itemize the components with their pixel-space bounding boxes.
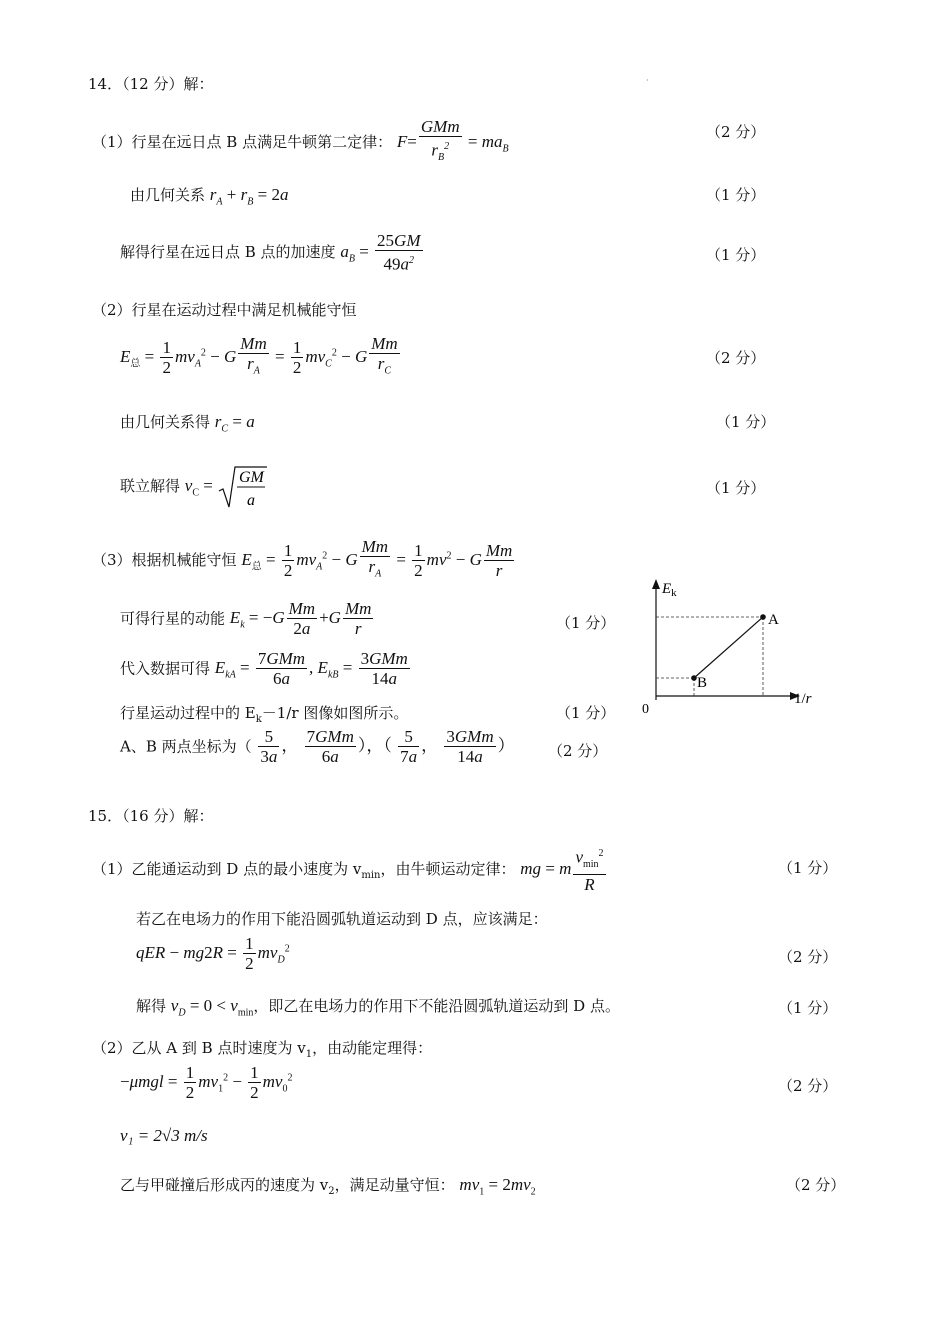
q14-geometry-points: （1 分）: [706, 186, 766, 204]
q14-part1: [92, 118, 509, 168]
q14-rc: [120, 412, 255, 439]
q14-part3: [92, 538, 516, 584]
q14-substitute-text: 代入数据可得: [120, 659, 211, 678]
q14-vc: [120, 465, 267, 509]
formula-work-energy: qER − mg2R = $\frac{1}{2}$ $mv_D^2$: [136, 934, 290, 973]
formula-substitute: $E_{kA}$ = $\frac{\text{7GMm}}{6a}$ , $E_{kB}$ = $\frac{\text{3GMm}}{14a}$: [214, 649, 408, 688]
q15-v1-value: v₁ = 2√3 m/s: [120, 1126, 208, 1145]
formula-coords: $\frac{5}{3a}$ ， $\frac{\text{7GMm}}{6a}$ ），（ $\frac{5}{7a}$ ， $\frac{\text{3GMm}}{14a}$ ）: [260, 727, 515, 766]
q14-graph-text: 行星运动过程中的 E: [120, 704, 256, 722]
formula-friction: −μmgl = $\frac{1}{2}$ $mv_1^2$ − $\frac{1}{2}$ $mv_0^2$: [120, 1063, 293, 1102]
formula-min-speed: mg = m $\frac{v_{min}^2}{R}$: [520, 859, 607, 878]
q14-accel: [120, 232, 425, 275]
formula-kinetic: $E_k = -G$ $\frac{Mm}{2a}$ +G $\frac{Mm}{r}$: [229, 599, 372, 638]
ek-line-segment: [694, 617, 763, 678]
q14-coords: [120, 728, 515, 767]
q14-part1-points: （2 分）: [706, 123, 766, 141]
formula-conservation: $E_总$ = $\frac{1}{2}$ $mv_A^2 - G$ $\frac{Mm}{r_A}$ = $\frac{1}{2}$ $mv^2 - G$ $\frac{Mm}{r}$: [241, 537, 513, 580]
q14-kinetic-text: 可得行星的动能: [120, 609, 226, 628]
q14-graph-text2: －1/r 图像如图所示。: [261, 704, 409, 722]
q15-part1-text: （1）乙能通运动到 D 点的最小速度为 v: [92, 859, 362, 878]
point-b: [691, 675, 697, 681]
point-a: [760, 614, 766, 620]
formula-vc: $v_C$ = GM a: [185, 476, 267, 495]
x-axis-label: 1/r: [794, 691, 812, 707]
q15-part2-text2: ，由动能定理得：: [312, 1039, 433, 1057]
q15-kinetic-eq: [120, 1064, 292, 1103]
q15-header: 15．（16 分）解：: [88, 807, 214, 825]
q15-solution: [136, 996, 620, 1023]
q15-part1-text2: ，由牛顿运动定律：: [380, 859, 516, 878]
q14-accel-text: 解得行星在远日点 B 点的加速度: [120, 243, 336, 262]
q15-collision-text2: ，满足动量守恒：: [334, 1176, 455, 1194]
q14-rc-points: （1 分）: [716, 413, 776, 431]
q15-condition: 若乙在电场力的作用下能沿圆弧轨道运动到 D 点，应该满足：: [136, 910, 548, 928]
sqrt-sign: [217, 465, 267, 509]
q14-part3-text: （3）根据机械能守恒: [92, 551, 237, 570]
y-axis-label: $E_k$: [662, 581, 677, 599]
formula-energy: $E_总$ = $\frac{1}{2}$ $mv_A^2 - G$ $\frac{Mm}{r_A}$ = $\frac{1}{2}$ $mv_C^2 - G$ $\frac{Mm}{r_C}$: [120, 334, 398, 377]
q15-solution-points: （1 分）: [778, 999, 838, 1017]
q15-part2-text: （2）乙从 A 到 B 点时速度为 v: [92, 1039, 306, 1057]
svg-text:a: a: [247, 492, 256, 509]
q14-geometry-text: 由几何关系: [130, 186, 206, 204]
point-b-label: B: [697, 675, 708, 691]
q15-kinetic-points: （2 分）: [778, 1077, 838, 1095]
q14-vc-points: （1 分）: [706, 479, 766, 497]
q14-vc-text: 联立解得: [120, 476, 181, 495]
formula-newton: F= $\frac{\text{GMm}}{r_B^2}$ = $ma_B$: [396, 117, 509, 164]
q15-solution-text: 解得: [136, 997, 167, 1015]
q15-collision-text: 乙与甲碰撞后形成丙的速度为 v: [120, 1176, 329, 1194]
q15-equation: [136, 935, 290, 974]
q15-part1: （1）乙能通运动到 D 点的最小速度为 $v_{min}$，由牛顿运动定律： mg = m $\frac{v_{min}^2}{R}$: [92, 845, 608, 895]
q14-graph-points: （1 分）: [556, 704, 616, 722]
y-axis-arrow-icon: [652, 579, 660, 589]
formula-geometry: $r_A + r_B = 2a$: [209, 185, 289, 208]
q14-header: 14．（12 分）解：: [88, 75, 214, 93]
q14-geometry: [130, 185, 288, 212]
q15-solution-text2: ，即乙在电场力的作用下不能沿圆弧轨道运动到 D 点。: [253, 997, 620, 1015]
q14-energy-points: （2 分）: [706, 349, 766, 367]
q14-energy: [120, 335, 402, 381]
q14-substitute: [120, 650, 412, 689]
formula-rc: $r_C = a$: [214, 412, 255, 435]
q14-kinetic-points: （1 分）: [556, 614, 616, 632]
point-a-label: A: [768, 612, 779, 628]
q14-coords-text: A、B 两点坐标为（: [120, 737, 252, 756]
q15-collision-points: （2 分）: [786, 1176, 846, 1194]
q14-rc-text: 由几何关系得: [120, 413, 211, 431]
q15-part1-points: （1 分）: [778, 859, 838, 877]
q14-kinetic: [120, 600, 375, 639]
q15-equation-points: （2 分）: [778, 948, 838, 966]
q14-part1-text: （1）行星在远日点 B 点满足牛顿第二定律：: [92, 132, 393, 151]
q15-collision: 乙与甲碰撞后形成丙的速度为 $v_2$，满足动量守恒： $mv_1 = 2mv_2$: [120, 1175, 536, 1198]
stray-dot: ·: [646, 76, 649, 85]
q14-part2: （2）行星在运动过程中满足机械能守恒: [92, 301, 357, 319]
q14-accel-points: （1 分）: [706, 246, 766, 264]
ek-graph: [630, 575, 830, 725]
formula-vd: $v_D = 0 < v_{min}$: [170, 996, 254, 1019]
q15-part2: （2）乙从 A 到 B 点时速度为 $v_1$，由动能定理得：: [92, 1039, 433, 1060]
svg-text:GM: GM: [239, 469, 264, 486]
q14-coords-points: （2 分）: [548, 742, 608, 760]
formula-momentum: $mv_1 = 2mv_2$: [459, 1175, 536, 1198]
origin-label: 0: [642, 702, 649, 717]
formula-accel: $a_B$ = $\frac{25GM}{49a^2}$: [340, 231, 421, 274]
q14-graph-line: 行星运动过程中的 $E_k-1/r$ 图像如图所示。: [120, 704, 409, 725]
